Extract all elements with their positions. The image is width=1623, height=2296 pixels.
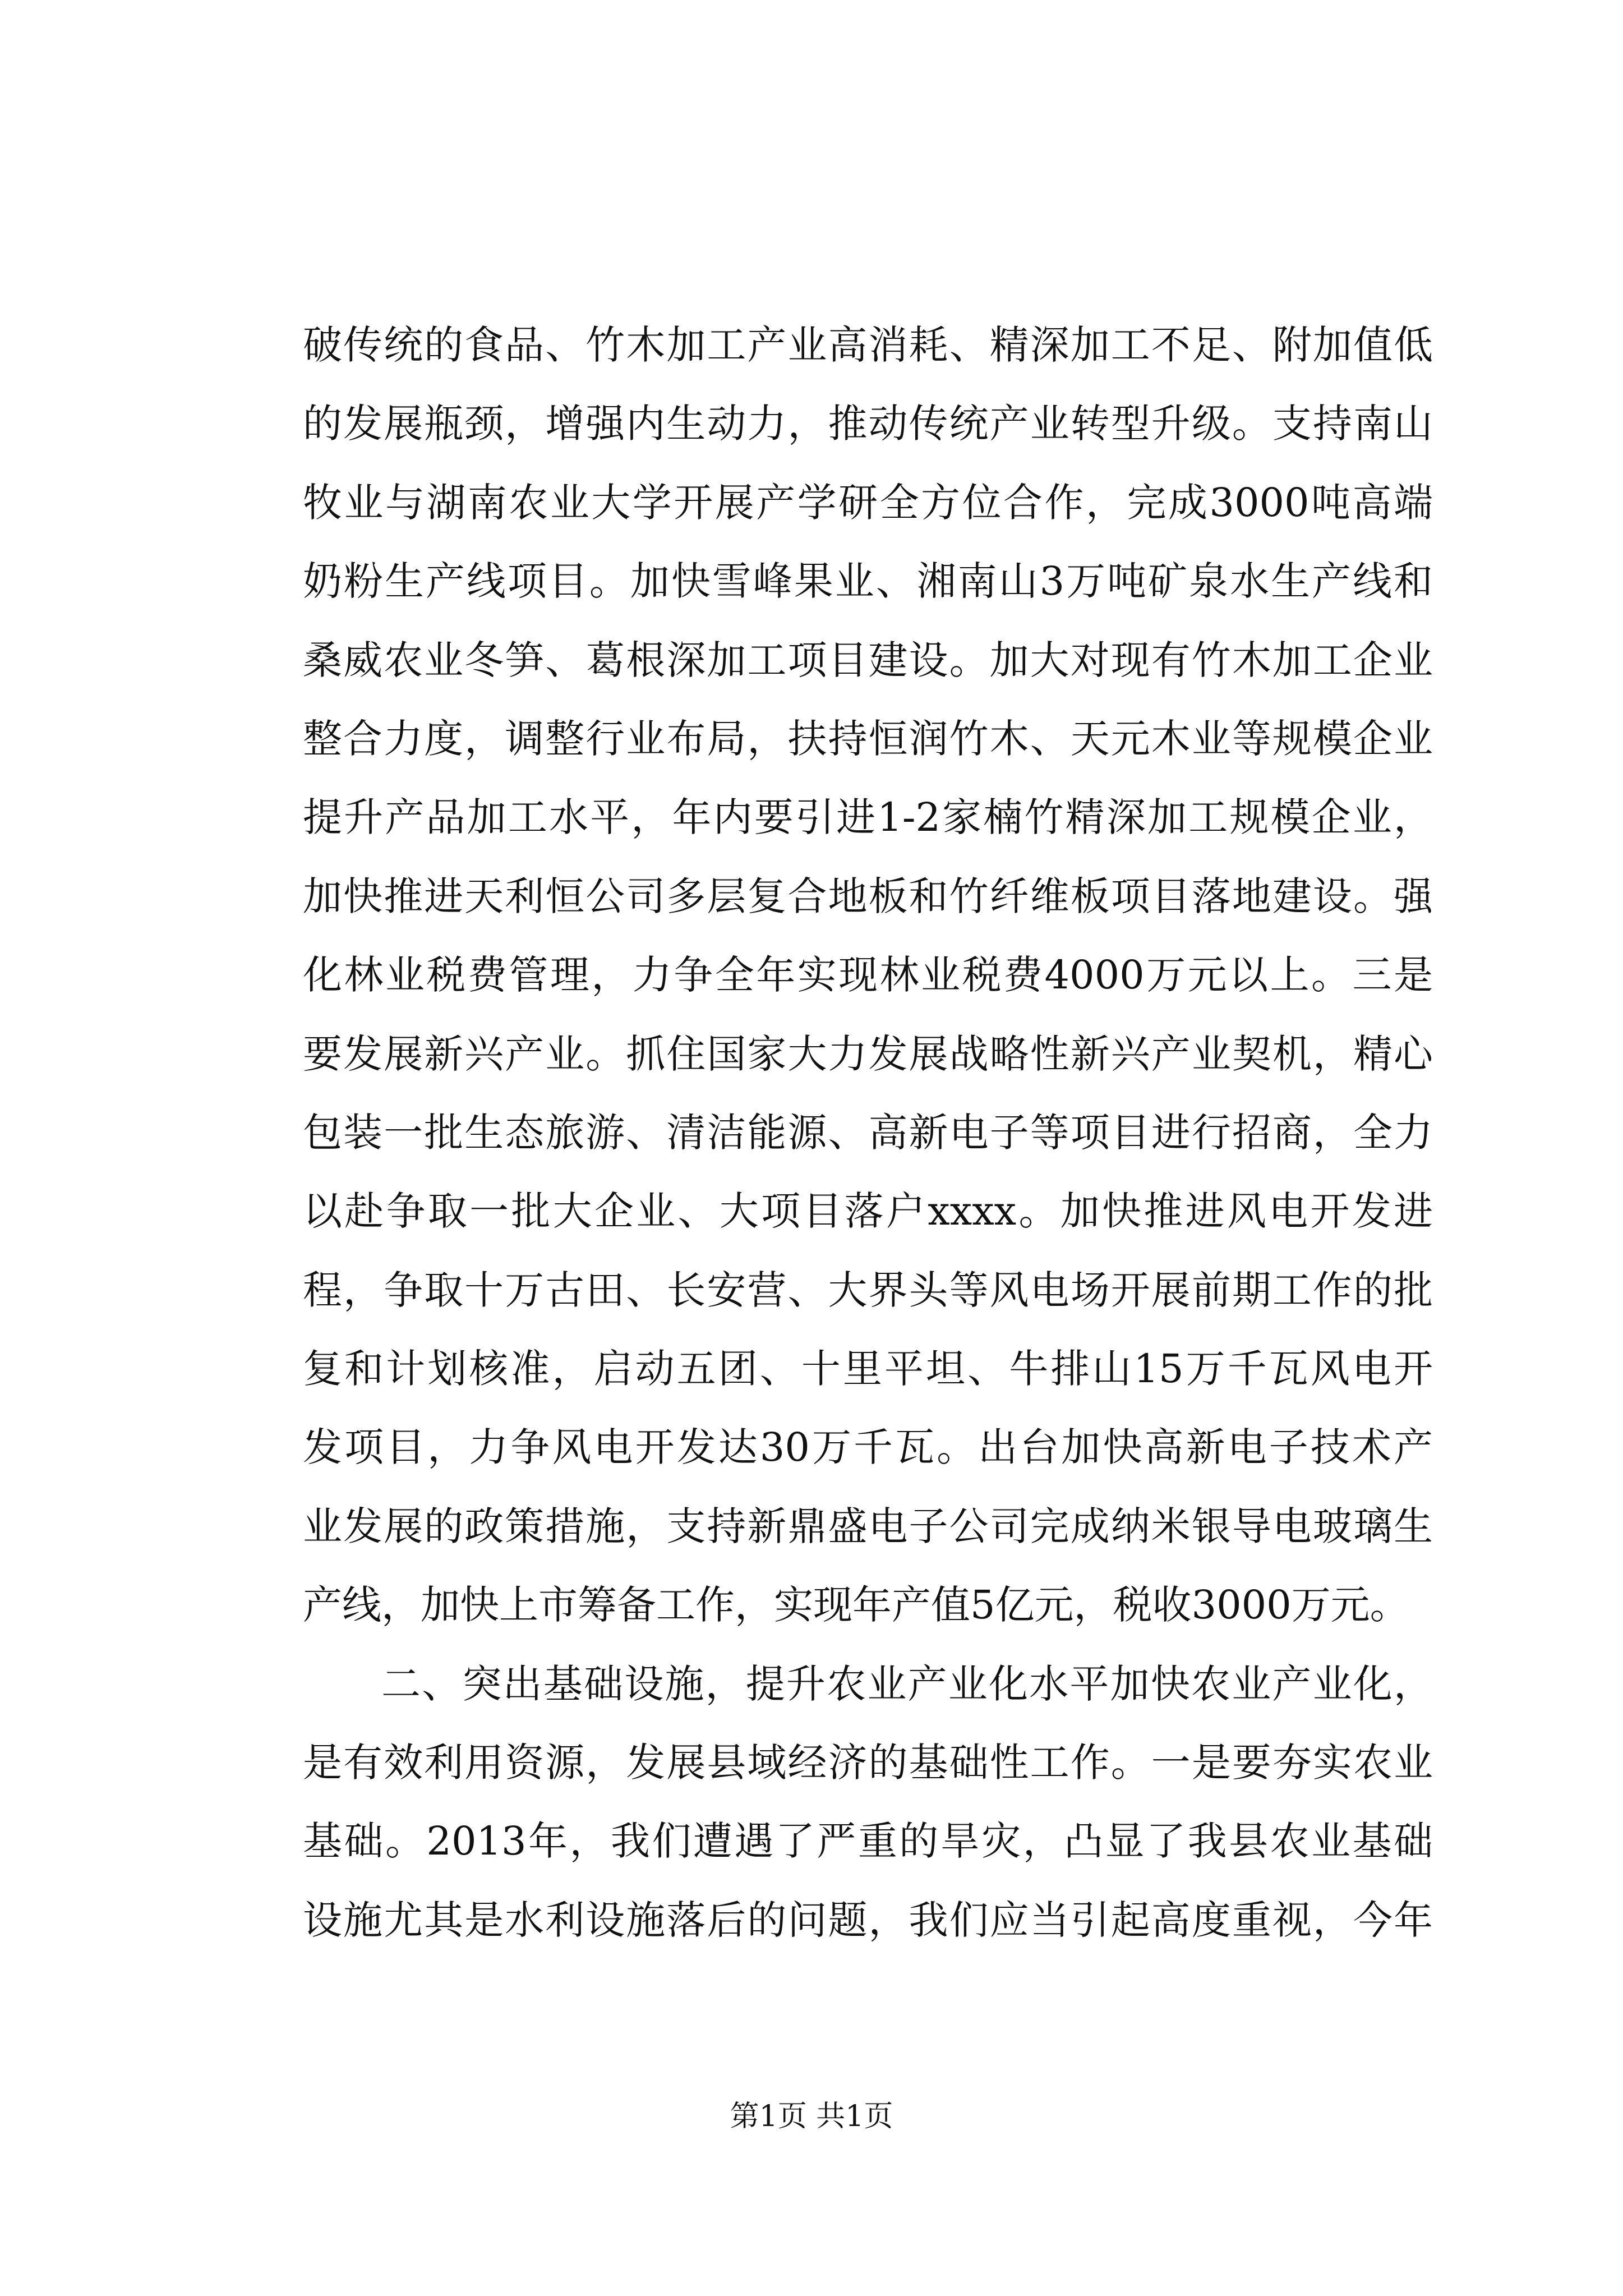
document-body [303,306,1433,1959]
text-line: 业发展的政策措施，支持新鼎盛电子公司完成纳米银导电玻璃生 [303,1503,1433,1549]
text-line: 牧业与湖南农业大学开展产学研全方位合作，完成3000吨高端 [303,479,1433,526]
text-line: 化林业税费管理，力争全年实现林业税费4000万元以上。三是 [303,952,1433,999]
text-line: 提升产品加工水平，年内要引进1-2家楠竹精深加工规模企业， [303,794,1433,841]
text-line: 程，争取十万古田、长安营、大界头等风电场开展前期工作的批 [303,1267,1433,1313]
paragraph-start-line: 二、突出基础设施，提升农业产业化水平加快农业产业化， [381,1660,1433,1707]
text-line: 包装一批生态旅游、清洁能源、高新电子等项目进行招商，全力 [303,1109,1433,1156]
text-line: 是有效利用资源，发展县域经济的基础性工作。一是要夯实农业 [303,1740,1433,1786]
text-line: 奶粉生产线项目。加快雪峰果业、湘南山3万吨矿泉水生产线和 [303,558,1433,605]
text-line: 的发展瓶颈，增强内生动力，推动传统产业转型升级。支持南山 [303,401,1433,447]
paragraph-end-line: 产线，加快上市筹备工作，实现年产值5亿元，税收3000万元。 [303,1582,1409,1628]
text-line: 要发展新兴产业。抓住国家大力发展战略性新兴产业契机，精心 [303,1030,1433,1077]
text-line: 复和计划核准，启动五团、十里平坦、牛排山15万千瓦风电开 [303,1346,1433,1392]
text-line: 整合力度，调整行业布局，扶持恒润竹木、天元木业等规模企业 [303,715,1433,762]
text-line: 桑威农业冬笋、葛根深加工项目建设。加大对现有竹木加工企业 [303,637,1433,683]
text-line: 加快推进天利恒公司多层复合地板和竹纤维板项目落地建设。强 [303,873,1433,919]
page-number-footer: 第1页 共1页 [730,2100,893,2133]
text-line: 基础。2013年，我们遭遇了严重的旱灾，凸显了我县农业基础 [303,1818,1433,1865]
text-line: 破传统的食品、竹木加工产业高消耗、精深加工不足、附加值低 [303,322,1433,368]
text-line: 发项目，力争风电开发达30万千瓦。出台加快高新电子技术产 [303,1424,1433,1471]
text-line: 以赴争取一批大企业、大项目落户xxxx。加快推进风电开发进 [303,1188,1433,1235]
text-line: 设施尤其是水利设施落后的问题，我们应当引起高度重视，今年 [303,1897,1433,1943]
